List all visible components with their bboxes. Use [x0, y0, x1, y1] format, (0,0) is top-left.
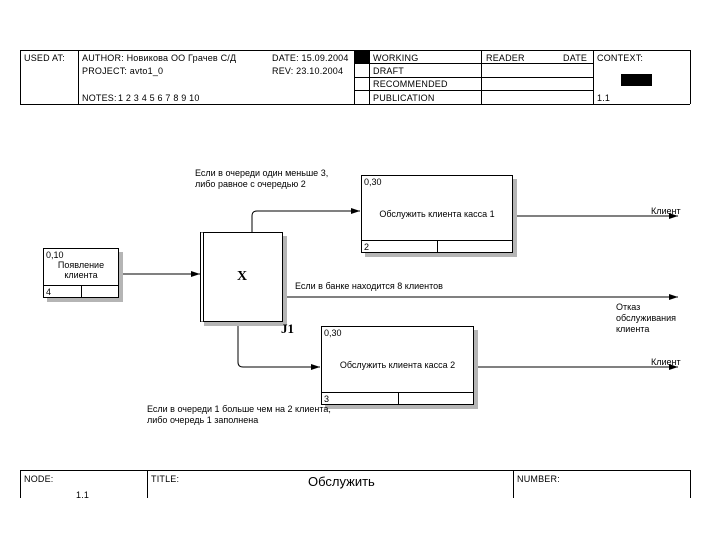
box-appearance-bottom-divider	[81, 286, 82, 297]
output-refusal-line-2: обслуживания	[616, 313, 677, 323]
condition-top-line-2: либо равное с очередью 2	[195, 179, 306, 189]
output-refusal-line-1: Отказ	[616, 302, 641, 312]
reader-date-label: DATE	[563, 53, 588, 63]
title-label: TITLE:	[151, 474, 180, 484]
box-cashier2-label: Обслужить клиента касса 2	[339, 360, 456, 370]
footer-divider-number	[513, 470, 514, 498]
footer-right-border	[690, 470, 691, 498]
footer-divider-title	[147, 470, 148, 498]
output-client-bottom: Клиент	[651, 357, 681, 367]
date-field: DATE: 15.09.2004	[272, 53, 349, 63]
diagram-title: Обслужить	[308, 474, 375, 489]
status-recommended: RECOMMENDED	[373, 79, 448, 89]
output-refusal-line-3: клиента	[616, 324, 650, 334]
box-appearance-number: 4	[46, 287, 52, 297]
junction-x[interactable]	[200, 232, 283, 322]
footer-top-border	[20, 470, 690, 471]
activity-box-appearance[interactable]	[43, 248, 119, 298]
notes-numbers: 1 2 3 4 5 6 7 8 9 10	[118, 93, 200, 103]
box-cashier2-bottom-divider	[398, 393, 399, 404]
project-field: PROJECT: avto1_0	[82, 66, 164, 76]
arrow-junction-to-cashier2	[238, 320, 320, 367]
box-cashier1-bottom-divider	[437, 241, 438, 252]
status-draft: DRAFT	[373, 66, 404, 76]
node-label: NODE:	[24, 474, 54, 484]
number-label: NUMBER:	[517, 474, 560, 484]
box-cashier2-tag: 0,30	[324, 328, 342, 338]
author-field: AUTHOR: Новикова ОО Грачев С/Д	[82, 53, 237, 63]
status-working: WORKING	[373, 53, 419, 63]
condition-middle: Если в банке находится 8 клиентов	[295, 281, 443, 291]
output-client-top: Клиент	[651, 206, 681, 216]
context-label: CONTEXT:	[597, 53, 644, 63]
box-cashier2-number: 3	[324, 394, 330, 404]
used-at-label: USED AT:	[24, 53, 65, 63]
box-cashier1-bottom	[362, 240, 512, 252]
junction-x-label: X	[237, 269, 248, 284]
reader-label: READER	[486, 53, 525, 63]
activity-box-cashier1[interactable]	[361, 175, 513, 253]
footer-left-border	[20, 470, 21, 498]
box-cashier2-bottom	[322, 392, 473, 404]
rev-field: REV: 23.10.2004	[272, 66, 344, 76]
context-node: 1.1	[597, 93, 611, 103]
status-publication: PUBLICATION	[373, 93, 435, 103]
condition-top-line-1: Если в очереди один меньше 3,	[195, 168, 329, 178]
junction-id-label: J1	[281, 321, 294, 336]
arrow-junction-to-cashier1	[252, 211, 360, 232]
box-cashier1-number: 2	[364, 242, 370, 252]
box-appearance-tag: 0,10	[46, 250, 64, 260]
condition-bottom-line-2: либо очередь 1 заполнена	[147, 415, 259, 425]
activity-box-cashier2[interactable]	[321, 326, 474, 405]
box-cashier1-tag: 0,30	[364, 177, 382, 187]
condition-bottom-line-1: Если в очереди 1 больше чем на 2 клиента,	[147, 404, 331, 414]
box-cashier1-label: Обслужить клиента касса 1	[379, 209, 495, 219]
box-appearance-bottom	[44, 285, 118, 297]
node-value: 1.1	[76, 490, 90, 500]
box-appearance-label-2: клиента	[64, 270, 98, 280]
notes-label: NOTES:	[82, 93, 117, 103]
box-appearance-label-1: Появление	[57, 260, 105, 270]
